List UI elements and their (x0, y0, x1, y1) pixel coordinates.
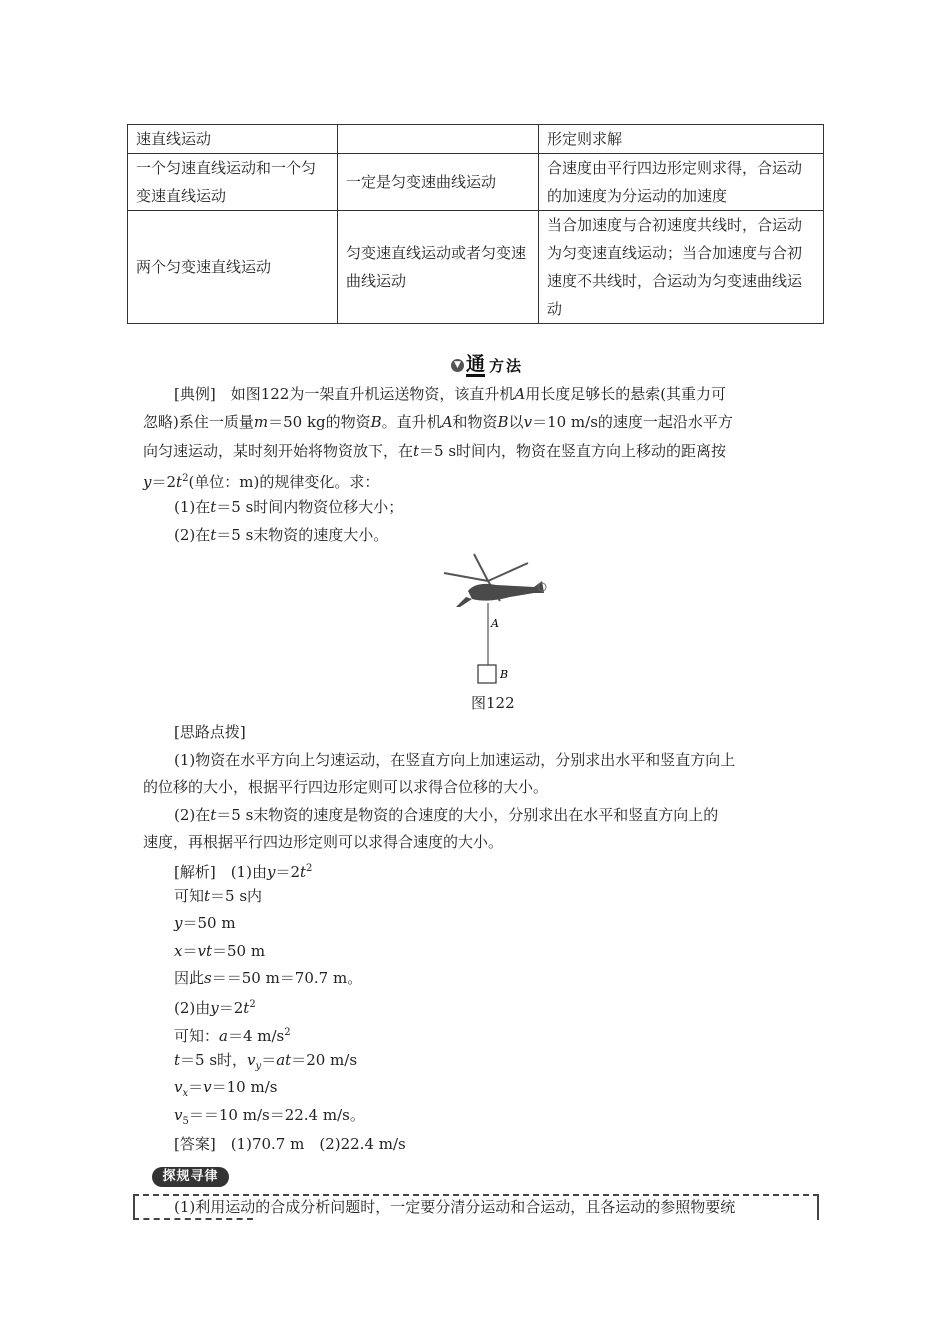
table-cell (338, 125, 539, 154)
figure-caption: 图122 (471, 694, 515, 712)
helicopter-figure (438, 551, 548, 686)
table-cell: 匀变速直线运动或者匀变速曲线运动 (338, 211, 539, 324)
hint-line-3: (2)在t＝5 s末物资的速度是物资的合速度的大小，分别求出在水平和竖直方向上的 (174, 806, 719, 824)
section-title-rest: 方法 (489, 356, 524, 375)
table-cell: 一定是匀变速曲线运动 (338, 154, 539, 211)
helicopter-icon (444, 554, 546, 607)
law-box-bottom (133, 1218, 253, 1220)
table-cell: 形定则求解 (539, 125, 824, 154)
solution-line-4: x＝vt＝50 m (174, 942, 266, 960)
example-line-1: [典例] 如图122为一架直升机运送物资，该直升机A用长度足够长的悬索(其重力可 (174, 385, 727, 403)
question-2: (2)在t＝5 s末物资的速度大小。 (174, 526, 389, 544)
label-b: B (500, 668, 509, 681)
section-title-main: 通 (466, 352, 486, 375)
table-cell: 一个匀速直线运动和一个匀变速直线运动 (128, 154, 338, 211)
table-row (128, 154, 824, 211)
solution-line-2: 可知t＝5 s内 (174, 887, 263, 905)
solution-line-9: $v_x=v=10$ m/s (174, 1078, 278, 1099)
law-text: (1)利用运动的合成分析问题时，一定要分清分运动和合运动，且各运动的参照物要统 (174, 1198, 736, 1216)
law-badge: 探规寻律 (152, 1167, 229, 1187)
solution-line-8: t＝5 s时，$v_y=at=20$ m/s (174, 1051, 358, 1072)
solution-line-5: 因此s＝＝50 m＝70.7 m。 (174, 969, 363, 987)
hint-title: [思路点拨] (174, 723, 246, 741)
motion-summary-table (127, 124, 824, 324)
table-row (128, 125, 824, 154)
table-cell: 两个匀变速直线运动 (128, 211, 338, 324)
question-1: (1)在t＝5 s时间内物资位移大小； (174, 498, 404, 516)
example-line-2: 忽略)系住一质量m＝50 kg的物资B。直升机A和物资B以v＝10 m/s的速度一起沿水平方 (143, 413, 733, 431)
table-cell: 当合加速度与合初速度共线时，合运动为匀变速直线运动；当合加速度与合初速度不共线时，合运动为匀变速曲线运动 (539, 211, 824, 324)
table-row (128, 211, 824, 324)
table-cell: 合速度由平行四边形定则求得，合运动的加速度为分运动的加速度 (539, 154, 824, 211)
hint-line-4: 速度，再根据平行四边形定则可以求得合速度的大小。 (143, 833, 504, 851)
answer-line: [答案] (1)70.7 m (2)22.4 m/s (174, 1135, 406, 1153)
solution-line-7: 可知：a＝4 $m/s^2$ (174, 1027, 291, 1045)
section-header-method (451, 353, 523, 377)
label-a: A (491, 617, 499, 630)
example-line-3: 向匀速运动，某时刻开始将物资放下，在t＝5 s时间内，物资在竖直方向上移动的距离按 (143, 442, 727, 460)
cargo-box (478, 665, 496, 683)
hint-line-2: 的位移的大小，根据平行四边形定则可以求得合位移的大小。 (143, 778, 549, 796)
solution-line-3: y＝50 m (174, 914, 236, 932)
solution-line-1: [解析] (1)由$y=2t^2$ (174, 863, 313, 881)
table-cell: 速直线运动 (128, 125, 338, 154)
solution-line-10: $v_5==10$ m/s＝22.4 m/s。 (174, 1106, 365, 1127)
chevron-down-icon: ▼ (451, 359, 464, 372)
example-line-4: $y=2t^2$(单位：m)的规律变化。求： (143, 473, 380, 491)
solution-line-6: (2)由$y=2t^2$ (174, 999, 256, 1017)
hint-line-1: (1)物资在水平方向上匀速运动，在竖直方向上加速运动，分别求出水平和竖直方向上 (174, 751, 736, 769)
